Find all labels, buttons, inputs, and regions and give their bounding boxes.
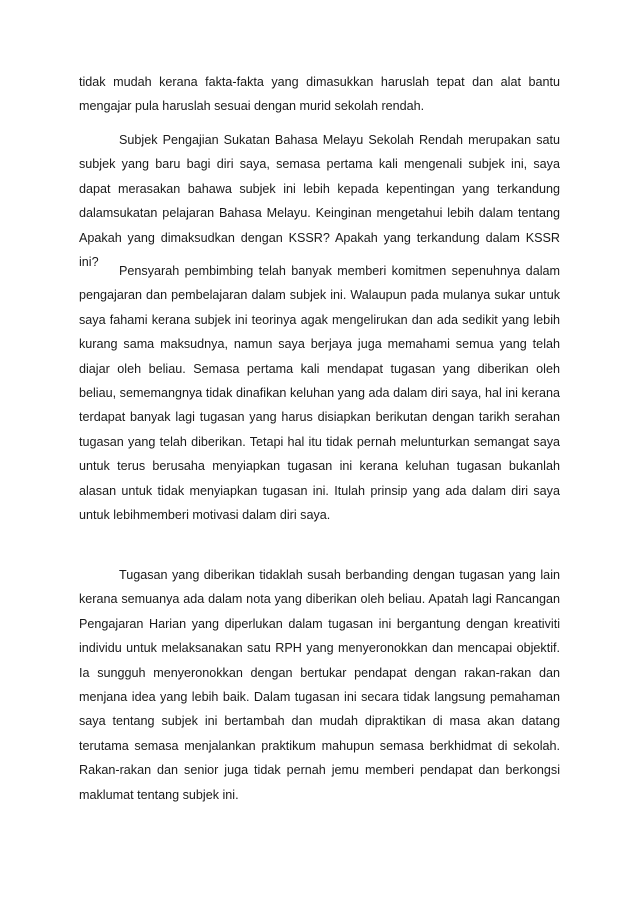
- paragraph-1: tidak mudah kerana fakta-fakta yang dimasukkan haruslah tepat dan alat bantu mengajar pula haruslah sesuai dengan murid sekolah rendah.: [79, 75, 560, 114]
- paragraph-2: Subjek Pengajian Sukatan Bahasa Melayu Sekolah Rendah merupakan satu subjek yang baru bagi diri saya, semasa pertama kali mengenali subjek ini, saya dapat merasakan bahawa subjek ini lebih kepada kepentingan yang terkandung dalamsukatan pelajaran Bahasa Melayu. Keinginan mengetahui lebih dalam tentang Apakah yang dimaksudkan dengan KSSR? Apakah yang terkandung dalam KSSR ini?: [79, 133, 560, 270]
- paragraph-4: Tugasan yang diberikan tidaklah susah berbanding dengan tugasan yang lain kerana semuanya ada dalam nota yang diberikan oleh beliau. Apatah lagi Rancangan Pengajaran Harian yang diperlukan dalam tugasan ini bergantung dengan kreativiti individu untuk melaksanakan satu RPH yang menyeronokkan dan mencapai objektif. Ia sungguh menyeronokkan dengan bertukar pendapat dengan rakan-rakan dan menjana idea yang lebih baik. Dalam tugasan ini secara tidak langsung pemahaman saya tentang subjek ini bertambah dan mudah dipraktikan di masa akan datang terutama semasa menjalankan praktikum mahupun semasa berkhidmat di sekolah. Rakan-rakan dan senior juga tidak pernah jemu memberi pendapat dan berkongsi maklumat tentang subjek ini.: [79, 568, 560, 802]
- paragraph-3: Pensyarah pembimbing telah banyak memberi komitmen sepenuhnya dalam pengajaran dan pembelajaran dalam subjek ini. Walaupun pada mulanya sukar untuk saya fahami kerana subjek ini teorinya agak mengelirukan dan ada sedikit yang lebih kurang sama maksudnya, namun saya berjaya juga memahami semua yang telah diajar oleh beliau. Semasa pertama kali mendapat tugasan yang diberikan oleh beliau, sememangnya tidak dinafikan keluhan yang ada dalam diri saya, hal ini kerana terdapat banyak lagi tugasan yang harus disiapkan berikutan dengan tarikh serahan tugasan yang telah diberikan. Tetapi hal itu tidak pernah melunturkan semangat saya untuk terus berusaha menyiapkan tugasan ini kerana keluhan tugasan bukanlah alasan untuk tidak menyiapkan tugasan ini. Itulah prinsip yang ada dalam diri saya untuk lebihmemberi motivasi dalam diri saya.: [79, 264, 560, 523]
